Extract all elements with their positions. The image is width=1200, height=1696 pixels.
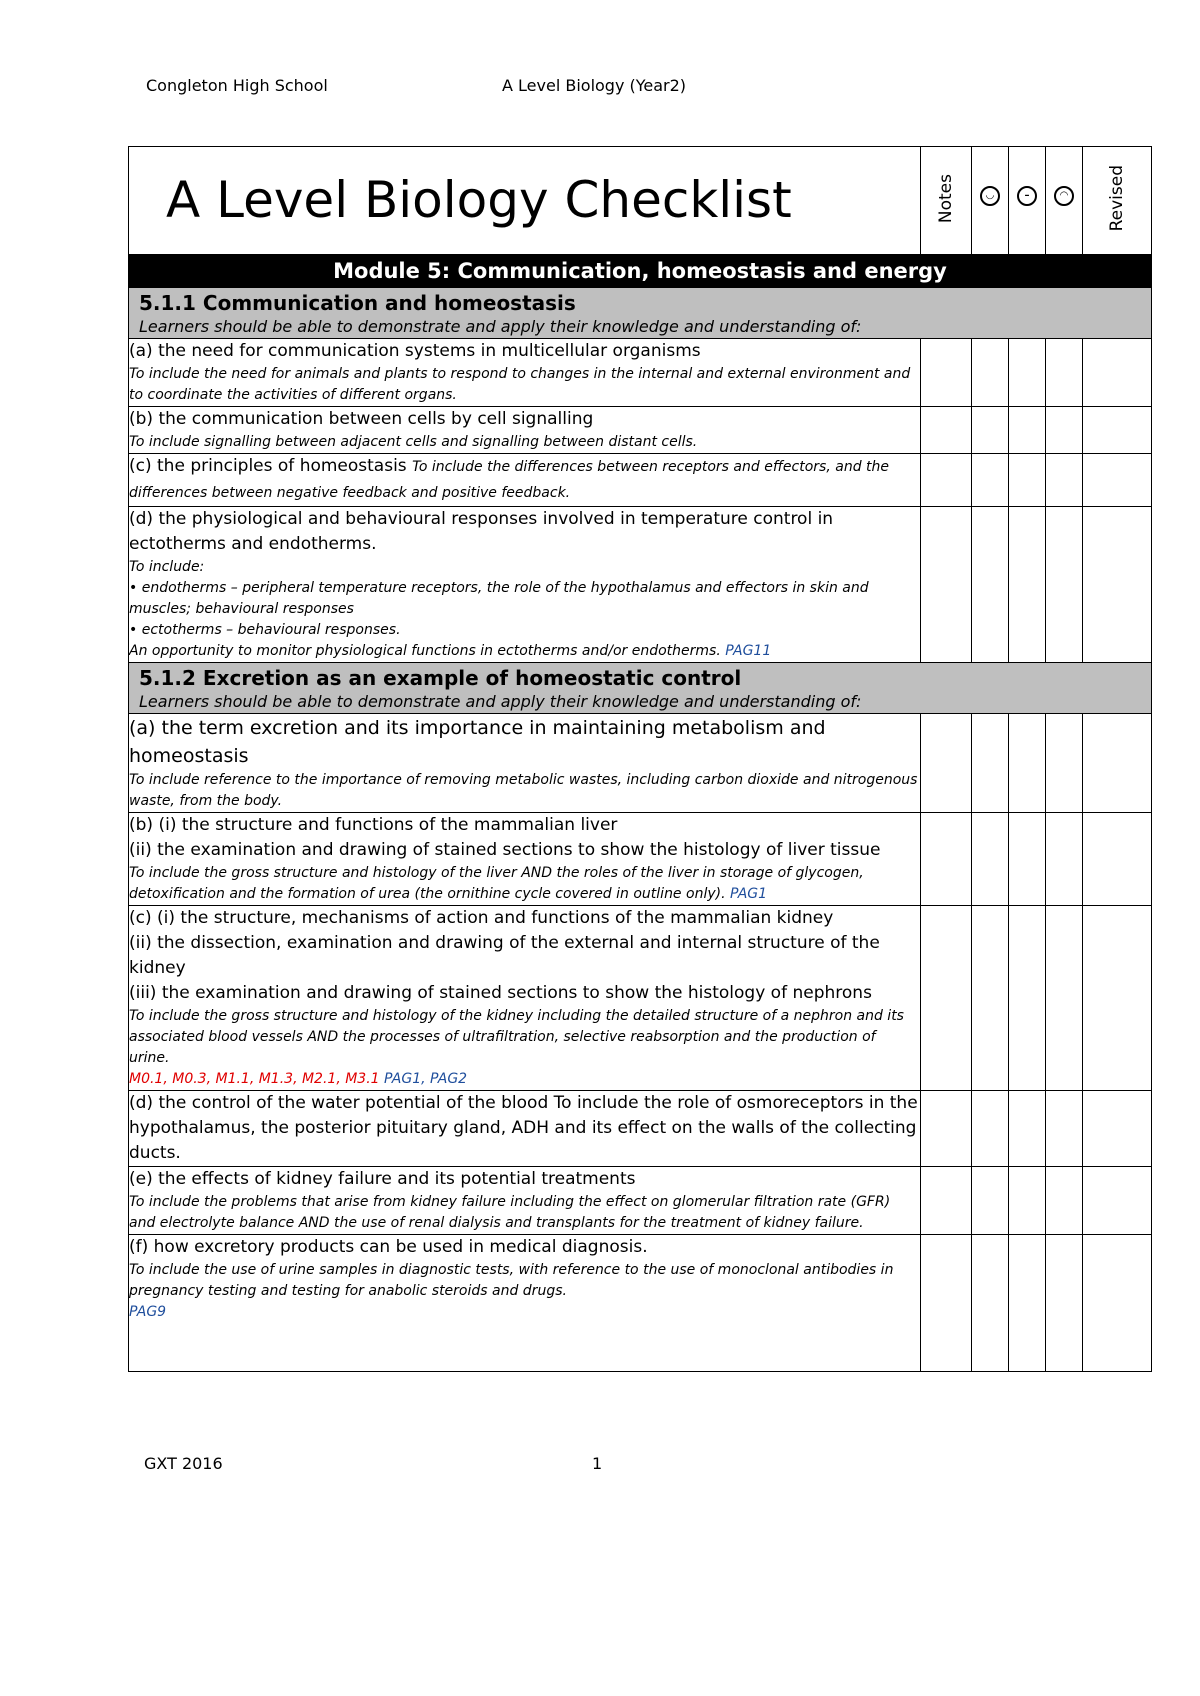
unsure-checkbox[interactable] bbox=[1009, 407, 1046, 454]
item-statement: (d) the control of the water potential of the blood To include the role of osmoreceptors in the hypothalamus, the posterior pituitary gland, ADH and its effect on the walls of the collecting ducts. bbox=[129, 1093, 918, 1163]
revised-checkbox[interactable] bbox=[1083, 339, 1152, 407]
revised-checkbox[interactable] bbox=[1083, 407, 1152, 454]
module-row bbox=[129, 255, 1152, 288]
item-detail: To include reference to the importance of removing metabolic wastes, including carbon dioxide and nitrogenous waste, from the body. bbox=[129, 772, 918, 809]
item-statement: (b) (i) the structure and functions of the mammalian liver bbox=[129, 815, 618, 835]
pag-reference: PAG1 bbox=[729, 886, 768, 902]
item-detail: To include the gross structure and histology of the liver AND the roles of the liver in storage of glycogen, detoxification and the formation of urea (the ornithine cycle covered in outline only). PAG1 bbox=[129, 865, 864, 902]
revised-checkbox[interactable] bbox=[1083, 714, 1152, 813]
notes-checkbox[interactable] bbox=[921, 1235, 972, 1372]
page-footer bbox=[144, 1454, 944, 1478]
checklist-item bbox=[129, 339, 1152, 407]
not-confident-checkbox[interactable] bbox=[1046, 407, 1083, 454]
neutral-face-icon: – bbox=[1017, 186, 1037, 206]
happy-face-icon: ◡ bbox=[980, 186, 1000, 206]
not-confident-checkbox[interactable] bbox=[1046, 1235, 1083, 1372]
checklist-item bbox=[129, 813, 1152, 906]
checklist-item bbox=[129, 454, 1152, 507]
item-detail: • ectotherms – behavioural responses. bbox=[129, 622, 401, 638]
item-detail: To include the problems that arise from kidney failure including the effect on glomerular filtration rate (GFR) and electrolyte balance AND the use of renal dialysis and transplants for the treatment of kidney failure. bbox=[129, 1194, 891, 1231]
revised-checkbox[interactable] bbox=[1083, 1091, 1152, 1167]
checklist-item bbox=[129, 1167, 1152, 1235]
item-detail: To include the gross structure and histology of the kidney including the detailed structure of a nephron and its associated blood vessels AND the processes of ultrafiltration, selective reabsorption and the production of urine. bbox=[129, 1008, 904, 1066]
notes-checkbox[interactable] bbox=[921, 813, 972, 906]
footer-author: GXT 2016 bbox=[144, 1454, 223, 1473]
confident-checkbox[interactable] bbox=[972, 507, 1009, 663]
item-detail: An opportunity to monitor physiological functions in ectotherms and/or endotherms. PAG11 bbox=[129, 643, 772, 659]
checklist-item bbox=[129, 1091, 1152, 1167]
item-detail: To include the need for animals and plants to respond to changes in the internal and external environment and to coordinate the activities of different organs. bbox=[129, 366, 911, 403]
not-confident-checkbox[interactable] bbox=[1046, 906, 1083, 1091]
item-statement: (a) the term excretion and its importance in maintaining metabolism and homeostasis bbox=[129, 717, 826, 767]
not-confident-checkbox[interactable] bbox=[1046, 339, 1083, 407]
module-title: Module 5: Communication, homeostasis and energy bbox=[129, 255, 1152, 288]
page-number: 1 bbox=[592, 1454, 603, 1473]
unsure-checkbox[interactable] bbox=[1009, 714, 1046, 813]
item-detail: To include: bbox=[129, 559, 205, 575]
section-header bbox=[129, 663, 1152, 714]
notes-checkbox[interactable] bbox=[921, 1167, 972, 1235]
unsure-checkbox[interactable] bbox=[1009, 454, 1046, 507]
item-statement: (e) the effects of kidney failure and its potential treatments bbox=[129, 1169, 636, 1189]
revised-column-header: Revised bbox=[1107, 165, 1127, 232]
item-statement: (c) (i) the structure, mechanisms of action and functions of the mammalian kidney bbox=[129, 908, 834, 928]
pag-reference: PAG9 bbox=[129, 1304, 167, 1320]
confident-checkbox[interactable] bbox=[972, 1167, 1009, 1235]
item-detail: To include the differences between receptors and effectors, and the differences between negative feedback and positive feedback. bbox=[129, 459, 890, 501]
item-statement: (c) the principles of homeostasis To include the differences between receptors and effectors, and the differences between negative feedback and positive feedback. bbox=[129, 456, 890, 501]
checklist-title: A Level Biology Checklist bbox=[166, 171, 792, 229]
confident-checkbox[interactable] bbox=[972, 813, 1009, 906]
not-confident-checkbox[interactable] bbox=[1046, 507, 1083, 663]
confident-checkbox[interactable] bbox=[972, 407, 1009, 454]
checklist-item bbox=[129, 407, 1152, 454]
revised-checkbox[interactable] bbox=[1083, 813, 1152, 906]
item-references bbox=[129, 1069, 920, 1090]
item-statement: (d) the physiological and behavioural responses involved in temperature control in ectotherms and endotherms. bbox=[129, 509, 834, 554]
item-statement: (ii) the dissection, examination and drawing of the external and internal structure of the kidney bbox=[129, 933, 880, 978]
pag-reference: PAG1, PAG2 bbox=[384, 1071, 468, 1087]
unsure-checkbox[interactable] bbox=[1009, 1235, 1046, 1372]
item-detail: • endotherms – peripheral temperature receptors, the role of the hypothalamus and effectors in skin and muscles; behavioural responses bbox=[129, 580, 869, 617]
notes-checkbox[interactable] bbox=[921, 407, 972, 454]
checklist-item bbox=[129, 1235, 1152, 1372]
item-detail: To include signalling between adjacent cells and signalling between distant cells. bbox=[129, 434, 698, 450]
confident-checkbox[interactable] bbox=[972, 906, 1009, 1091]
notes-checkbox[interactable] bbox=[921, 339, 972, 407]
checklist-table bbox=[128, 146, 1152, 1372]
confident-checkbox[interactable] bbox=[972, 714, 1009, 813]
revised-checkbox[interactable] bbox=[1083, 906, 1152, 1091]
item-detail: To include the use of urine samples in diagnostic tests, with reference to the use of monoclonal antibodies in pregnancy testing and testing for anabolic steroids and drugs. bbox=[129, 1262, 894, 1299]
checklist-item bbox=[129, 507, 1152, 663]
unsure-checkbox[interactable] bbox=[1009, 813, 1046, 906]
section-title: 5.1.1 Communication and homeostasis bbox=[139, 291, 576, 315]
item-statement: (ii) the examination and drawing of stained sections to show the histology of liver tissue bbox=[129, 840, 881, 860]
math-skills: M0.1, M0.3, M1.1, M1.3, M2.1, M3.1 bbox=[129, 1071, 380, 1087]
unsure-checkbox[interactable] bbox=[1009, 1167, 1046, 1235]
notes-checkbox[interactable] bbox=[921, 1091, 972, 1167]
title-row bbox=[129, 147, 1152, 255]
not-confident-checkbox[interactable] bbox=[1046, 813, 1083, 906]
item-statement: (iii) the examination and drawing of stained sections to show the histology of nephrons bbox=[129, 983, 872, 1003]
unsure-checkbox[interactable] bbox=[1009, 906, 1046, 1091]
not-confident-checkbox[interactable] bbox=[1046, 1167, 1083, 1235]
section-title: 5.1.2 Excretion as an example of homeostatic control bbox=[139, 666, 742, 690]
notes-column-header: Notes bbox=[936, 173, 956, 224]
notes-checkbox[interactable] bbox=[921, 507, 972, 663]
section-header bbox=[129, 288, 1152, 339]
confident-checkbox[interactable] bbox=[972, 1235, 1009, 1372]
notes-checkbox[interactable] bbox=[921, 714, 972, 813]
sad-face-icon: ◠ bbox=[1054, 186, 1074, 206]
unsure-checkbox[interactable] bbox=[1009, 507, 1046, 663]
checklist-item bbox=[129, 714, 1152, 813]
item-statement: (f) how excretory products can be used in medical diagnosis. bbox=[129, 1237, 648, 1257]
revised-checkbox[interactable] bbox=[1083, 507, 1152, 663]
pag-reference: PAG11 bbox=[725, 643, 772, 659]
notes-checkbox[interactable] bbox=[921, 906, 972, 1091]
checklist-item bbox=[129, 906, 1152, 1091]
notes-checkbox[interactable] bbox=[921, 454, 972, 507]
school-name: Congleton High School bbox=[146, 76, 328, 95]
item-statement: (b) the communication between cells by cell signalling bbox=[129, 409, 594, 429]
revised-checkbox[interactable] bbox=[1083, 454, 1152, 507]
item-statement: (a) the need for communication systems in multicellular organisms bbox=[129, 341, 701, 361]
page-header bbox=[146, 76, 846, 100]
confident-checkbox[interactable] bbox=[972, 454, 1009, 507]
confident-checkbox[interactable] bbox=[972, 339, 1009, 407]
not-confident-checkbox[interactable] bbox=[1046, 714, 1083, 813]
revised-checkbox[interactable] bbox=[1083, 1167, 1152, 1235]
course-name: A Level Biology (Year2) bbox=[502, 76, 687, 95]
revised-checkbox[interactable] bbox=[1083, 1235, 1152, 1372]
unsure-checkbox[interactable] bbox=[1009, 339, 1046, 407]
section-intro: Learners should be able to demonstrate and apply their knowledge and understanding of: bbox=[139, 692, 862, 711]
not-confident-checkbox[interactable] bbox=[1046, 454, 1083, 507]
unsure-checkbox[interactable] bbox=[1009, 1091, 1046, 1167]
not-confident-checkbox[interactable] bbox=[1046, 1091, 1083, 1167]
confident-checkbox[interactable] bbox=[972, 1091, 1009, 1167]
section-intro: Learners should be able to demonstrate and apply their knowledge and understanding of: bbox=[139, 317, 862, 336]
